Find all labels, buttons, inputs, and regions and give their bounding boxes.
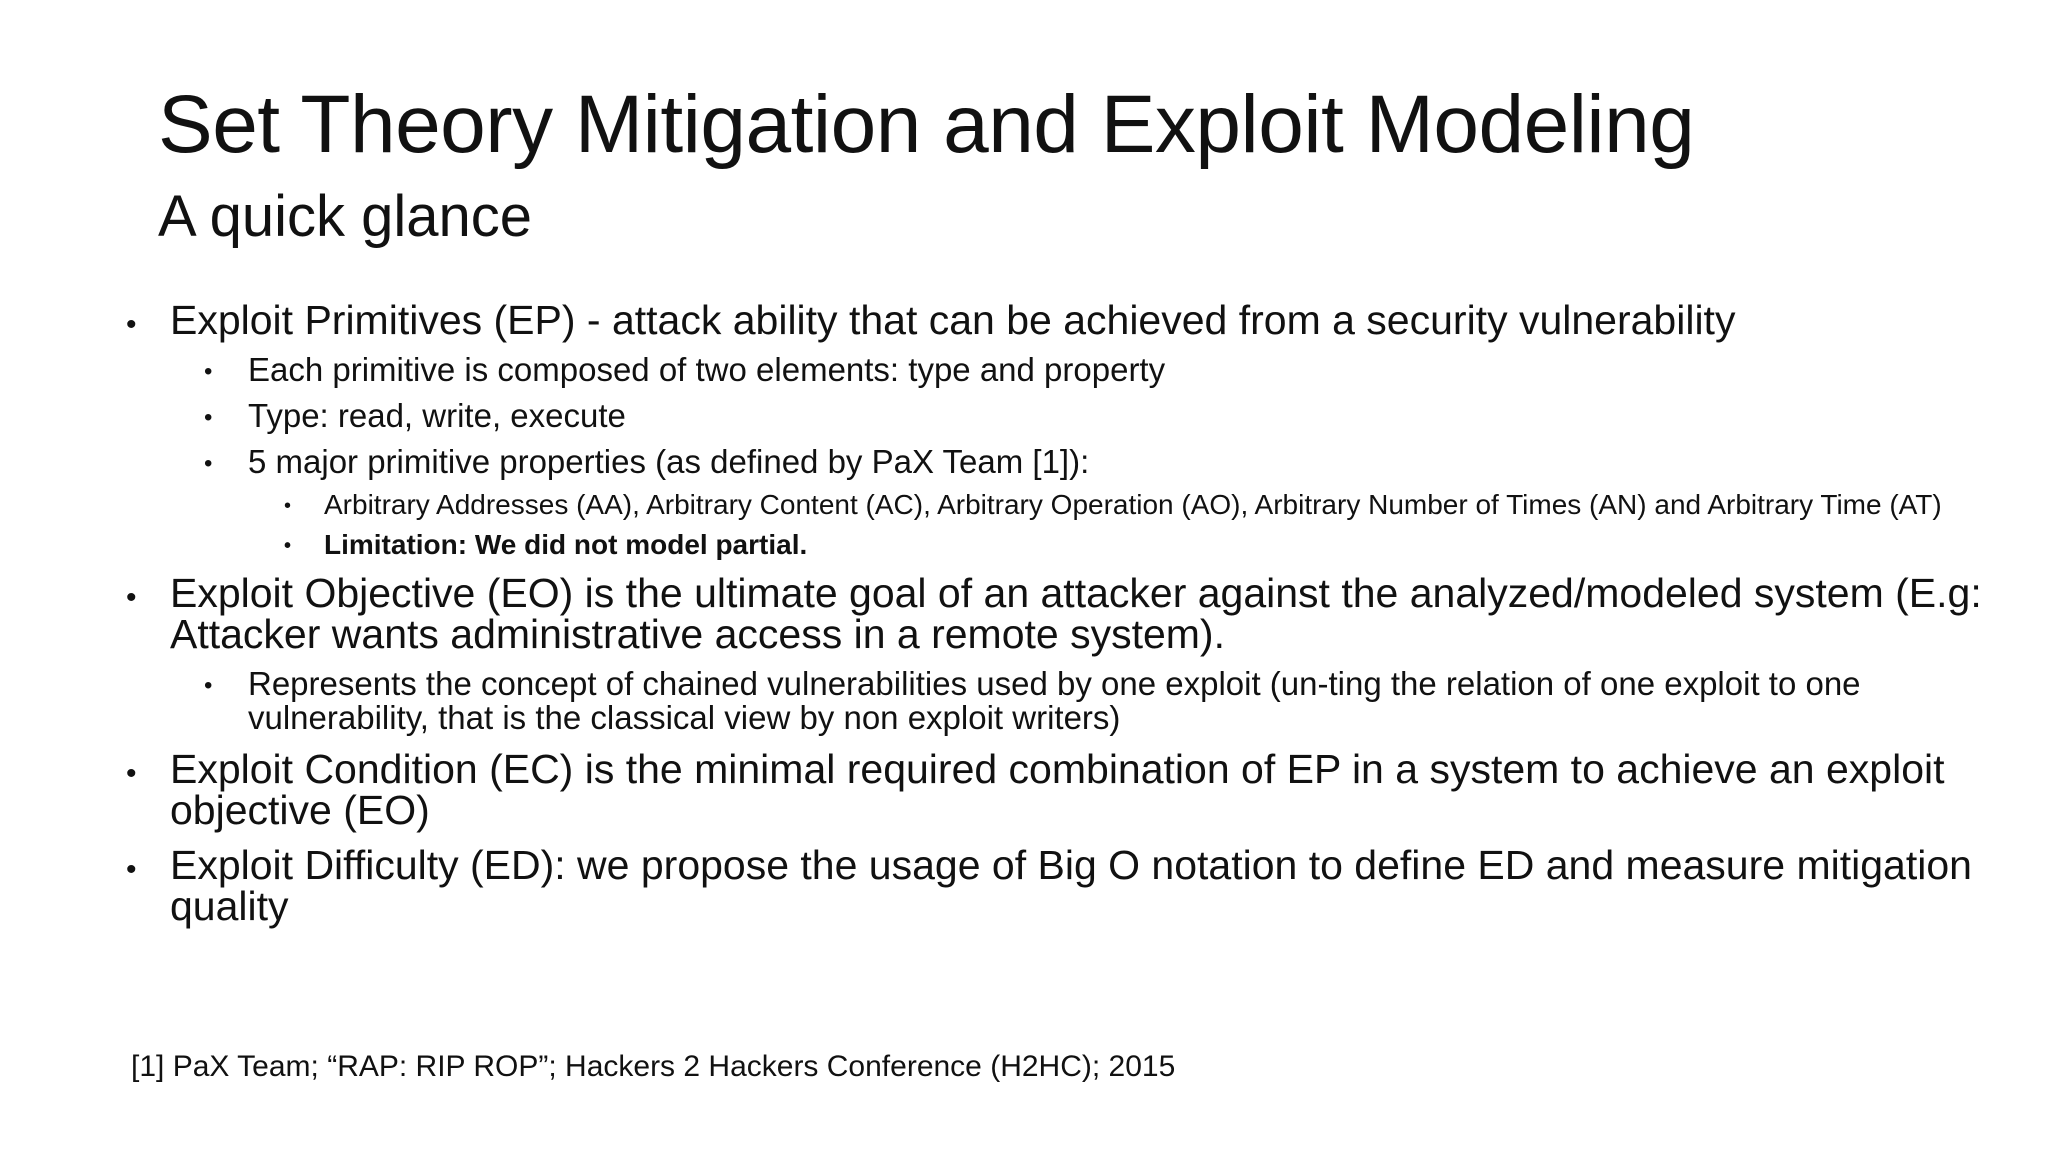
bullet-exploit-difficulty bbox=[126, 842, 1986, 929]
bullet-dot: • bbox=[126, 757, 137, 790]
bullet-dot: • bbox=[204, 358, 213, 385]
bullet-text: Exploit Condition (EC) is the minimal required combination of EP in a system to achieve an exploit objective (EO) bbox=[170, 746, 1945, 833]
sub-bullet-text: Each primitive is composed of two elements: type and property bbox=[248, 351, 1166, 388]
bullet-text: Exploit Difficulty (ED): we propose the usage of Big O notation to define ED and measure mitigation quality bbox=[170, 842, 1972, 929]
bullet-dot: • bbox=[204, 672, 213, 699]
sub-bullet bbox=[126, 399, 1986, 433]
slide-subtitle: A quick glance bbox=[158, 184, 533, 249]
bullet-dot: • bbox=[126, 581, 137, 614]
footnote-reference: [1] PaX Team; “RAP: RIP ROP”; Hackers 2 Hackers Conference (H2HC); 2015 bbox=[131, 1050, 1176, 1083]
bullet-list bbox=[126, 297, 1986, 929]
sub-bullet-text: 5 major primitive properties (as defined by PaX Team [1]): bbox=[248, 443, 1090, 480]
sub-sub-bullet bbox=[126, 491, 1986, 519]
bullet-dot: • bbox=[284, 495, 292, 517]
sub-sub-bullet-limitation bbox=[126, 531, 1986, 559]
bullet-text: Exploit Primitives (EP) - attack ability that can be achieved from a security vulnerability bbox=[170, 297, 1736, 343]
bullet-dot: • bbox=[126, 308, 137, 341]
sub-sub-bullet-text: Limitation: We did not model partial. bbox=[324, 529, 808, 560]
bullet-dot: • bbox=[204, 450, 213, 477]
sub-bullet-text: Type: read, write, execute bbox=[248, 397, 626, 434]
bullet-dot: • bbox=[204, 404, 213, 431]
sub-bullet bbox=[126, 353, 1986, 387]
sub-sub-bullet-text: Arbitrary Addresses (AA), Arbitrary Content (AC), Arbitrary Operation (AO), Arbitrary Number of Times (AN) and Arbitrary Time (AT) bbox=[324, 489, 1942, 520]
bullet-exploit-condition bbox=[126, 746, 1986, 833]
slide-title: Set Theory Mitigation and Exploit Modeling bbox=[158, 79, 1695, 170]
sub-bullet bbox=[126, 667, 1986, 735]
bullet-text: Exploit Objective (EO) is the ultimate goal of an attacker against the analyzed/modeled system (E.g: Attacker wants administrative access in a remote system). bbox=[170, 570, 1982, 657]
bullet-dot: • bbox=[284, 535, 292, 557]
bullet-exploit-objective bbox=[126, 570, 1986, 657]
bullet-exploit-primitives bbox=[126, 297, 1986, 343]
sub-bullet-text: Represents the concept of chained vulnerabilities used by one exploit (un-ting the relation of one exploit to one vulnerability, that is the classical view by non exploit writers) bbox=[248, 665, 1861, 736]
bullet-dot: • bbox=[126, 853, 137, 886]
sub-bullet bbox=[126, 445, 1986, 479]
